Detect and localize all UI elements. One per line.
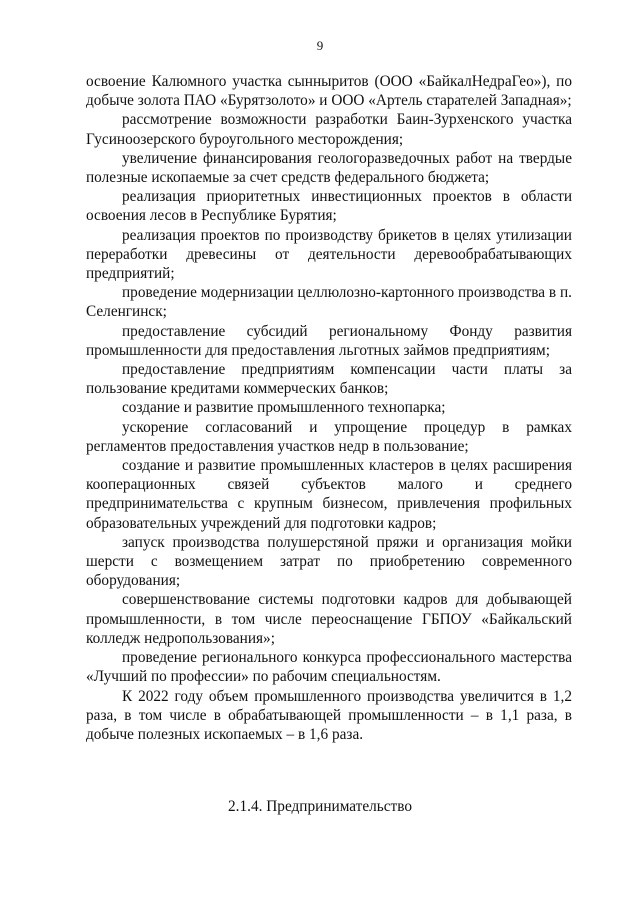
paragraph: ускорение согласований и упрощение процедур в рамках регламентов предоставления участков недр в пользование;	[86, 418, 572, 455]
paragraph: запуск производства полушерстяной пряжи и организация мойки шерсти с возмещением затрат по приобретению современного оборудования;	[86, 533, 572, 590]
paragraph: совершенствование системы подготовки кадров для добывающей промышленности, в том числе переоснащение ГБПОУ «Байкальский колледж недропользования»;	[86, 591, 572, 647]
body-text	[86, 72, 572, 744]
paragraph: предоставление субсидий региональному Фонду развития промышленности для предоставления льготных займов предприятиям;	[86, 322, 572, 359]
paragraph: предоставление предприятиям компенсации части платы за пользование кредитами коммерческих банков;	[86, 361, 572, 398]
paragraph: создание и развитие промышленных кластеров в целях расширения кооперационных связей субъектов малого и среднего предпринимательства с крупным бизнесом, привлечения профильных образовательных учреждений для подготовки кадров;	[86, 457, 572, 532]
paragraph: увеличение финансирования геологоразведочных работ на твердые полезные ископаемые за счет средств федерального бюджета;	[86, 149, 572, 187]
paragraph: К 2022 году объем промышленного производства увеличится в 1,2 раза, в том числе в обрабатывающей промышленности – в 1,1 раза, в добыче полезных ископаемых – в 1,6 раза.	[86, 687, 572, 743]
paragraph: рассмотрение возможности разработки Баин-Зурхенского участка Гусиноозерского буроугольного месторождения;	[86, 111, 572, 148]
paragraph: освоение Калюмного участка сынныритов (ООО «БайкалНедраГео»), по добыче золота ПАО «Бурятзолото» и ООО «Артель старателей Западная»;	[86, 73, 572, 110]
paragraph: проведение регионального конкурса профессионального мастерства «Лучший по профессии» по рабочим специальностям.	[86, 649, 572, 686]
paragraph: реализация проектов по производству брикетов в целях утилизации переработки древесины от деятельности деревообрабатывающих предприятий;	[86, 226, 572, 283]
paragraph: создание и развитие промышленного технопарка;	[122, 399, 446, 417]
paragraph: реализация приоритетных инвестиционных проектов в области освоения лесов в Республике Бурятия;	[86, 188, 572, 225]
page-number: 9	[316, 38, 324, 53]
section-heading: 2.1.4. Предпринимательство	[228, 798, 412, 815]
paragraph: проведение модернизации целлюлозно-картонного производства в п. Селенгинск;	[86, 284, 572, 321]
